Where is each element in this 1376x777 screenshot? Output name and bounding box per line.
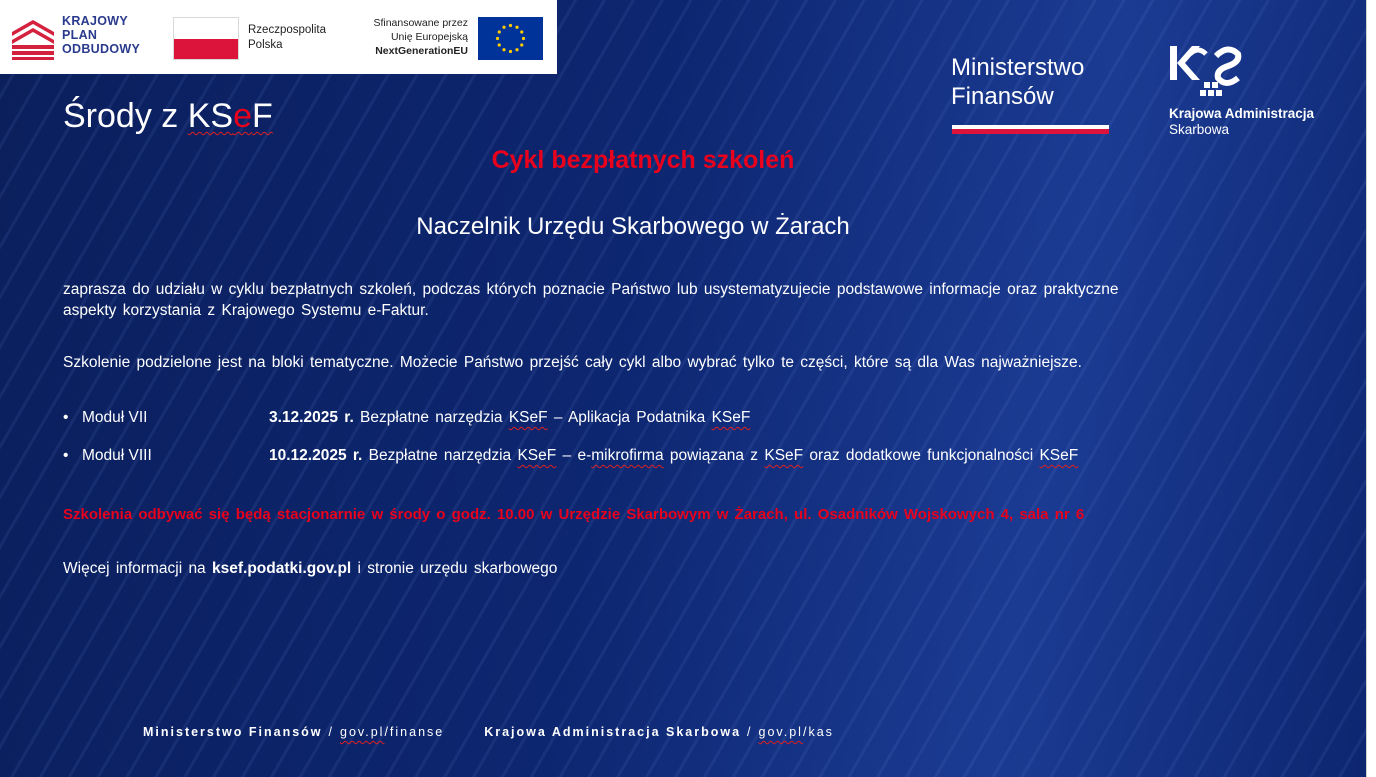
poland-flag-icon (173, 17, 239, 60)
window-edge (1366, 0, 1376, 777)
eu-star-icon (498, 30, 501, 33)
kas-logo-text: Krajowa Administracja Skarbowa (1169, 106, 1315, 137)
organizer-heading: Naczelnik Urzędu Skarbowego w Żarach (416, 213, 850, 240)
module-detail: 10.12.2025 r. Bezpłatne narzędzia KSeF – e-mikrofirma powiązana z KSeF oraz dodatkowe funkcjonalności KSeF (269, 447, 1079, 464)
slide-footer: Ministerstwo Finansów / gov.pl/finanse Krajowa Administracja Skarbowa / gov.pl/kas (143, 725, 834, 739)
funding-logo-bar (0, 0, 557, 74)
ksef-website-link: ksef.podatki.gov.pl (212, 560, 352, 577)
slide-subtitle: Cykl bezpłatnych szkoleń (491, 146, 795, 174)
title-prefix: Środy z (63, 97, 188, 135)
eu-star-icon (509, 24, 512, 27)
more-info-text: Więcej informacji na ksef.podatki.gov.pl i stronie urzędu skarbowego (63, 560, 558, 577)
kas-logo-icon (1168, 44, 1242, 100)
blocks-paragraph: Szkolenie podzielone jest na bloki tematyczne. Możecie Państwo przejść cały cykl albo wybrać tylko te części, które są dla Was najważniejsze. (63, 354, 1082, 371)
eu-flag-icon (478, 17, 543, 60)
kpo-logo-icon (12, 18, 54, 60)
ministry-of-finance-logo: Ministerstwo Finansów (951, 54, 1085, 110)
rp-logo-text: Rzeczpospolita Polska (248, 24, 326, 51)
module-name: Moduł VII (82, 409, 148, 426)
location-notice: Szkolenia odbywać się będą stacjonarnie w środy o godz. 10.00 w Urzędzie Skarbowym w Żarach, ul. Osadników Wojskowych 4, sala nr 6 (63, 506, 1085, 523)
intro-paragraph: zaprasza do udziału w cyklu bezpłatnych szkoleń, podczas których poznacie Państwo lub usystematyzujecie podstawowe informacje oraz praktyczne aspekty korzystania z Krajowego Systemu e-Faktur. (63, 281, 1119, 319)
eu-star-icon (496, 37, 499, 40)
eu-star-icon (498, 43, 501, 46)
eu-star-icon (520, 43, 523, 46)
bullet-icon: • (63, 409, 69, 426)
eu-star-icon (515, 26, 518, 29)
kpo-logo-text: KRAJOWY PLAN ODBUDOWY (62, 14, 141, 56)
module-name: Moduł VIII (82, 447, 152, 464)
eu-star-icon (502, 48, 505, 51)
eu-star-icon (515, 48, 518, 51)
eu-star-icon (522, 37, 525, 40)
eu-star-icon (502, 26, 505, 29)
eu-star-icon (520, 30, 523, 33)
eu-star-icon (509, 50, 512, 53)
title-ksef: KSeF (187, 97, 273, 135)
eu-funding-text: Sfinansowane przez Unię Europejską NextGenerationEU (373, 17, 468, 57)
module-list-item (63, 408, 1163, 430)
bullet-icon: • (63, 447, 69, 464)
slide-title (63, 96, 273, 136)
ministry-logo-flag-bar (952, 125, 1109, 134)
module-detail: 3.12.2025 r. Bezpłatne narzędzia KSeF – Aplikacja Podatnika KSeF (269, 409, 751, 426)
module-list-item (63, 446, 1163, 468)
